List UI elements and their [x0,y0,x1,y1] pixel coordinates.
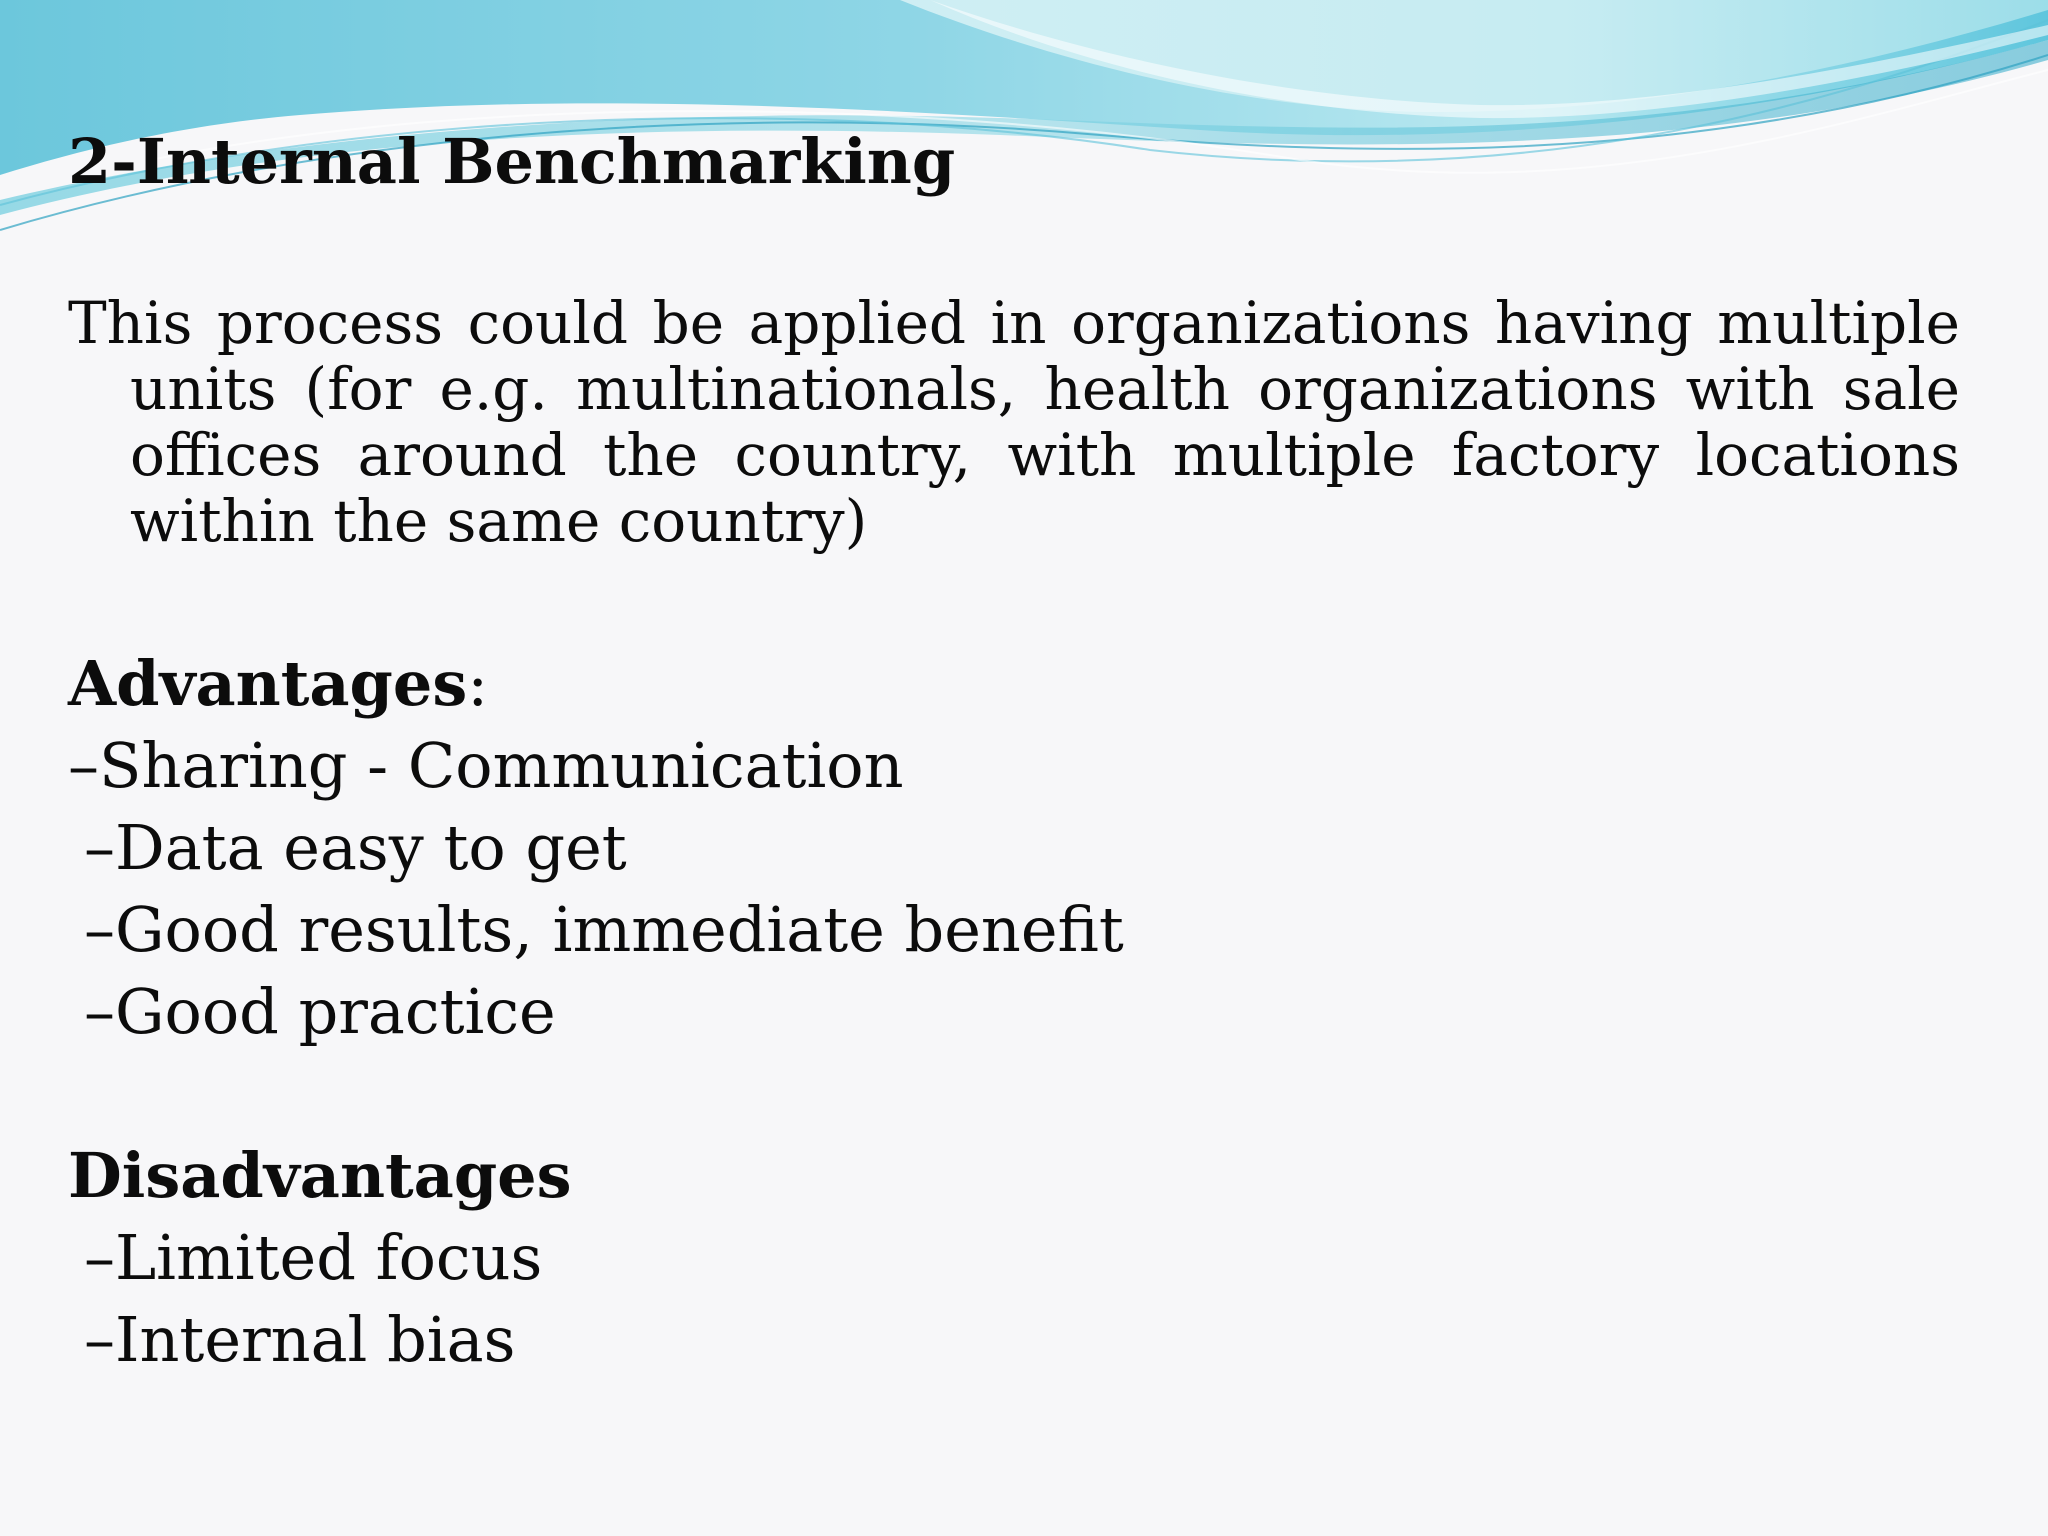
advantages-heading [68,647,489,720]
disadvantage-item: –Internal bias [84,1303,516,1376]
decorative-wave-header [0,0,2048,240]
intro-paragraph: This process could be applied in organizations having multiple units (for e.g. multinationals, health organizations with sale offices around the country, with multiple factory locations within the same country) [68,289,1960,555]
advantage-item: –Good practice [84,975,556,1048]
advantages-heading-text: Advantages [68,647,468,720]
advantage-item: –Data easy to get [84,811,627,884]
slide-title: 2-Internal Benchmarking [68,125,956,198]
advantage-item: –Sharing - Communication [68,729,904,802]
disadvantage-item: –Limited focus [84,1221,543,1294]
advantages-heading-colon: : [467,647,489,720]
disadvantages-heading: Disadvantages [68,1139,572,1212]
advantage-item: –Good results, immediate benefit [84,893,1124,966]
